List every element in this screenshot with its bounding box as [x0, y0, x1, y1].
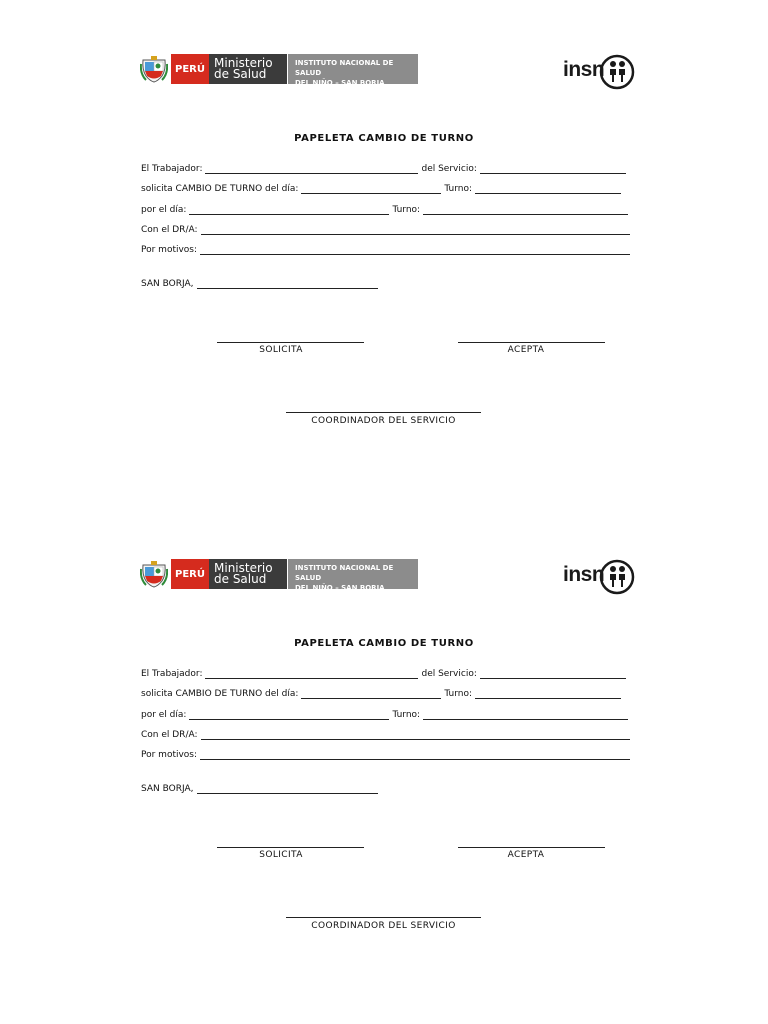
- solicita-signature-label: SOLICITA: [259, 850, 303, 860]
- insn-logo-text: insn: [563, 563, 605, 586]
- institute-label: [287, 54, 418, 87]
- servicio-field[interactable]: [480, 669, 626, 679]
- ministerio-label: [209, 559, 287, 589]
- trabajador-row: [141, 667, 629, 679]
- ministerio-line-1: Ministerio: [214, 561, 273, 575]
- doctor-field[interactable]: [201, 730, 630, 740]
- solicita-label: solicita CAMBIO DE TURNO del día:: [141, 184, 299, 194]
- form-title: PAPELETA CAMBIO DE TURNO: [294, 133, 474, 144]
- turno-field[interactable]: [475, 184, 621, 194]
- por-dia-row: [141, 203, 631, 215]
- fecha-field[interactable]: [197, 279, 378, 289]
- servicio-field[interactable]: [480, 164, 626, 174]
- ministerio-label: [209, 54, 287, 84]
- solicita-row: [141, 687, 624, 699]
- institute-line-2: DEL NIÑO – SAN BORJA: [295, 584, 385, 592]
- motivos-row: [141, 748, 633, 760]
- motivos-row: [141, 243, 633, 255]
- solicita-signature-line[interactable]: [217, 847, 364, 848]
- servicio-label: del Servicio:: [421, 164, 477, 174]
- motivos-field[interactable]: [200, 750, 630, 760]
- con-label: Con el DR/A:: [141, 730, 198, 740]
- turno-label: Turno:: [444, 184, 473, 194]
- turno-field[interactable]: [475, 689, 621, 699]
- coordinador-signature-label: COORDINADOR DEL SERVICIO: [311, 921, 456, 931]
- turno2-field[interactable]: [423, 710, 628, 720]
- form-copy-1: [0, 0, 768, 505]
- solicita-row: [141, 182, 624, 194]
- peru-label: PERÚ: [171, 559, 209, 589]
- institute-line-2: DEL NIÑO – SAN BORJA: [295, 79, 385, 87]
- coordinador-signature-label: COORDINADOR DEL SERVICIO: [311, 416, 456, 426]
- doctor-field[interactable]: [201, 225, 630, 235]
- coordinador-signature-line[interactable]: [286, 917, 481, 918]
- insn-logo-text: insn: [563, 58, 605, 81]
- institute-label: [287, 559, 418, 592]
- por-dia-field[interactable]: [189, 710, 389, 720]
- san-borja-row: [141, 277, 381, 289]
- doctor-row: [141, 223, 633, 235]
- doctor-row: [141, 728, 633, 740]
- por-dia-field[interactable]: [189, 205, 389, 215]
- motivos-label: Por motivos:: [141, 245, 198, 255]
- fecha-cambio-field[interactable]: [301, 184, 441, 194]
- ministerio-line-2: de Salud: [214, 67, 267, 81]
- por-dia-row: [141, 708, 631, 720]
- por-dia-label: por el día:: [141, 205, 187, 215]
- turno2-label: Turno:: [392, 710, 421, 720]
- con-label: Con el DR/A:: [141, 225, 198, 235]
- insn-logo: [563, 557, 635, 597]
- institute-line-1: INSTITUTO NACIONAL DE SALUD: [295, 564, 394, 582]
- turno2-field[interactable]: [423, 205, 628, 215]
- turno-label: Turno:: [444, 689, 473, 699]
- servicio-label: del Servicio:: [421, 669, 477, 679]
- acepta-signature-line[interactable]: [458, 342, 605, 343]
- trabajador-row: [141, 162, 629, 174]
- fecha-cambio-field[interactable]: [301, 689, 441, 699]
- peru-coat-of-arms-icon: [140, 559, 168, 589]
- trabajador-field[interactable]: [205, 669, 418, 679]
- san-borja-label: SAN BORJA,: [141, 784, 194, 794]
- ministerio-line-2: de Salud: [214, 572, 267, 586]
- peru-coat-of-arms-icon: [140, 54, 168, 84]
- fecha-field[interactable]: [197, 784, 378, 794]
- peru-label: PERÚ: [171, 54, 209, 84]
- acepta-signature-label: ACEPTA: [507, 345, 545, 355]
- acepta-signature-line[interactable]: [458, 847, 605, 848]
- trabajador-label: El Trabajador:: [141, 669, 203, 679]
- coordinador-signature-line[interactable]: [286, 412, 481, 413]
- insn-logo: [563, 52, 635, 92]
- turno2-label: Turno:: [392, 205, 421, 215]
- motivos-label: Por motivos:: [141, 750, 198, 760]
- solicita-label: solicita CAMBIO DE TURNO del día:: [141, 689, 299, 699]
- solicita-signature-label: SOLICITA: [259, 345, 303, 355]
- children-figures-icon: [599, 54, 635, 90]
- ministerio-line-1: Ministerio: [214, 56, 273, 70]
- form-title: PAPELETA CAMBIO DE TURNO: [294, 638, 474, 649]
- por-dia-label: por el día:: [141, 710, 187, 720]
- san-borja-label: SAN BORJA,: [141, 279, 194, 289]
- acepta-signature-label: ACEPTA: [507, 850, 545, 860]
- institute-line-1: INSTITUTO NACIONAL DE SALUD: [295, 59, 394, 77]
- trabajador-field[interactable]: [205, 164, 418, 174]
- san-borja-row: [141, 782, 381, 794]
- form-copy-2: [0, 505, 768, 1010]
- solicita-signature-line[interactable]: [217, 342, 364, 343]
- trabajador-label: El Trabajador:: [141, 164, 203, 174]
- children-figures-icon: [599, 559, 635, 595]
- motivos-field[interactable]: [200, 245, 630, 255]
